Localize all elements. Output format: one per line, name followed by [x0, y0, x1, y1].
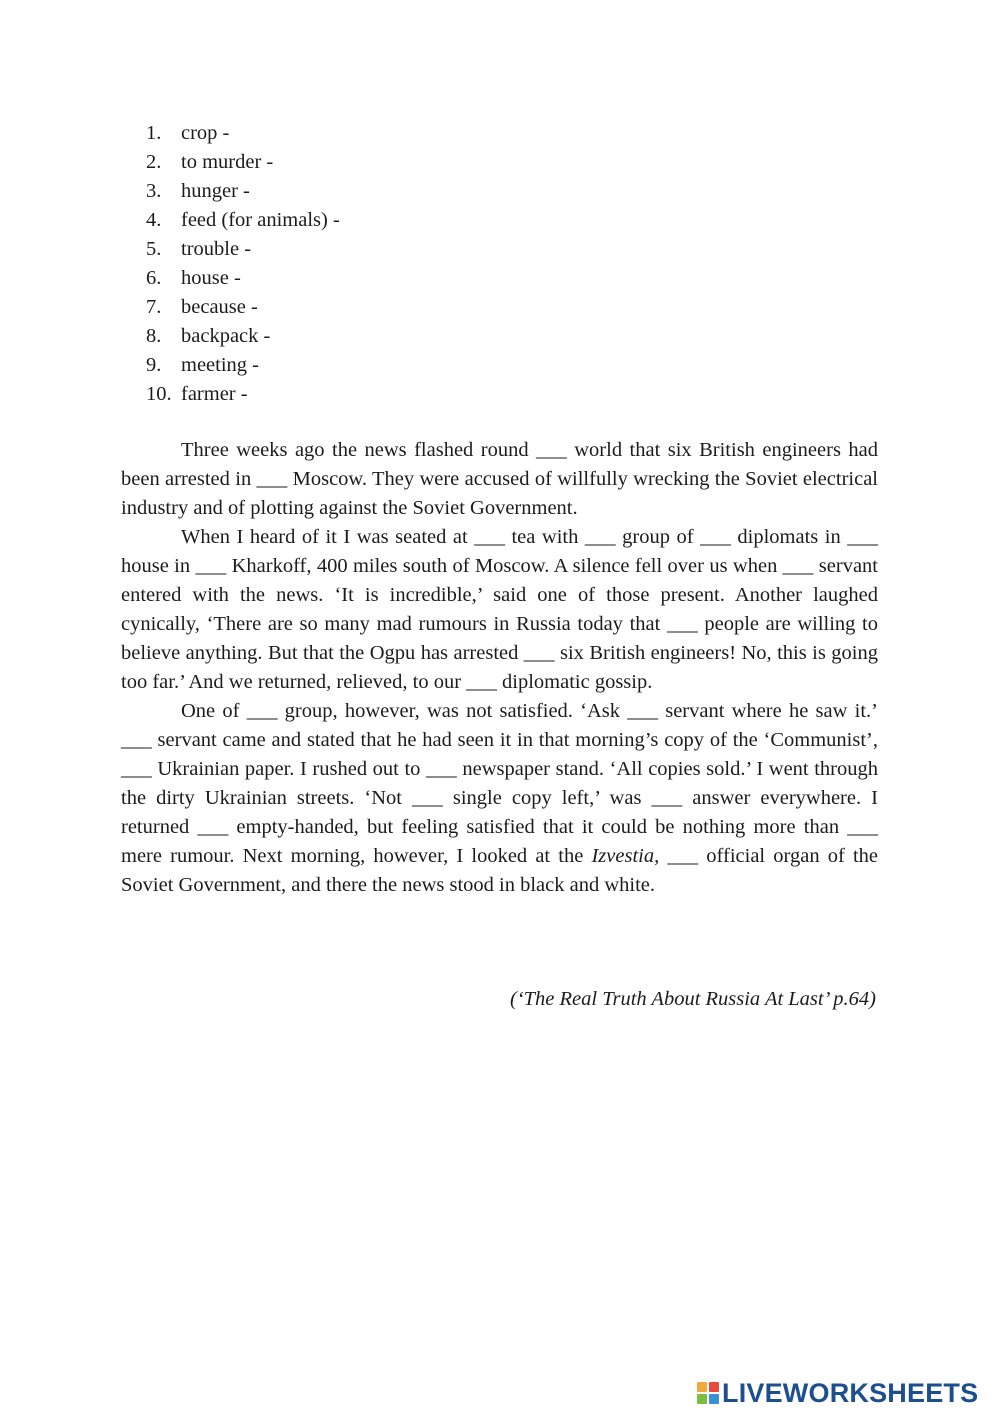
paragraph-3 [121, 697, 878, 900]
vocabulary-list [146, 119, 340, 409]
vocabulary-item [146, 264, 340, 293]
item-number: 3. [146, 180, 162, 202]
item-number: 4. [146, 209, 162, 231]
item-text: backpack - [181, 325, 271, 347]
logo-icon [697, 1382, 719, 1404]
logo-text: LIVEWORKSHEETS [722, 1378, 979, 1408]
paragraph-2: When I heard of it I was seated at ___ tea with ___ group of ___ diplomats in ___ house in ___ Kharkoff, 400 miles south of Moscow. A silence fell over us when ___ servant entered with the news. ‘It is incredible,’ said one of those present. Another laughed cynically, ‘There are so many mad rumours in Russia today that ___ people are willing to believe anything. But that the Ogpu has arrested ___ six British engineers! No, this is going too far.’ And we returned, relieved, to our ___ diplomatic gossip. [121, 526, 878, 693]
paragraph-3-text-end: , ___ official organ of the Soviet Government, and there the news stood in black and white. [121, 845, 878, 896]
vocabulary-item [146, 206, 340, 235]
item-number: 10. [146, 383, 172, 405]
item-text: crop - [181, 122, 230, 144]
vocabulary-item [146, 148, 340, 177]
item-text: feed (for animals) - [181, 209, 340, 231]
logo-tile-3 [697, 1394, 707, 1404]
vocabulary-item [146, 177, 340, 206]
vocabulary-item [146, 235, 340, 264]
item-number: 2. [146, 151, 162, 173]
item-text: trouble - [181, 238, 252, 260]
item-text: hunger - [181, 180, 250, 202]
item-text: farmer - [181, 383, 248, 405]
vocabulary-item [146, 119, 340, 148]
logo-tile-1 [697, 1382, 707, 1392]
item-number: 8. [146, 325, 162, 347]
vocabulary-item [146, 293, 340, 322]
passage [121, 436, 878, 900]
logo-tile-4 [709, 1394, 719, 1404]
item-text: meeting - [181, 354, 259, 376]
item-number: 1. [146, 122, 162, 144]
item-number: 5. [146, 238, 162, 260]
item-number: 9. [146, 354, 162, 376]
logo-tile-2 [709, 1382, 719, 1392]
item-number: 7. [146, 296, 162, 318]
item-text: house - [181, 267, 241, 289]
paragraph-1: Three weeks ago the news flashed round ___ world that six British engineers had been arrested in ___ Moscow. They were accused of willfully wrecking the Soviet electrical industry and of plotting against the Soviet Government. [121, 439, 878, 519]
item-text: because - [181, 296, 258, 318]
paragraph-3-text: One of ___ group, however, was not satisfied. ‘Ask ___ servant where he saw it.’ ___ servant came and stated that he had seen it in that morning’s copy of the ‘Communist’, ___ Ukrainian paper. I rushed out to ___ newspaper stand. ‘All copies sold.’ I went through the dirty Ukrainian streets. ‘Not ___ single copy left,’ was ___ answer everywhere. I returned ___ empty-handed, but feeling satisfied that it could be nothing more than ___ mere rumour. Next morning, however, I looked at the [121, 700, 878, 867]
vocabulary-item [146, 380, 340, 409]
item-text: to murder - [181, 151, 274, 173]
vocabulary-item [146, 351, 340, 380]
item-number: 6. [146, 267, 162, 289]
newspaper-title: Izvestia [591, 845, 655, 867]
liveworksheets-logo [697, 1377, 978, 1409]
vocabulary-item [146, 322, 340, 351]
source-citation: (‘The Real Truth About Russia At Last’ p.64) [510, 988, 876, 1010]
